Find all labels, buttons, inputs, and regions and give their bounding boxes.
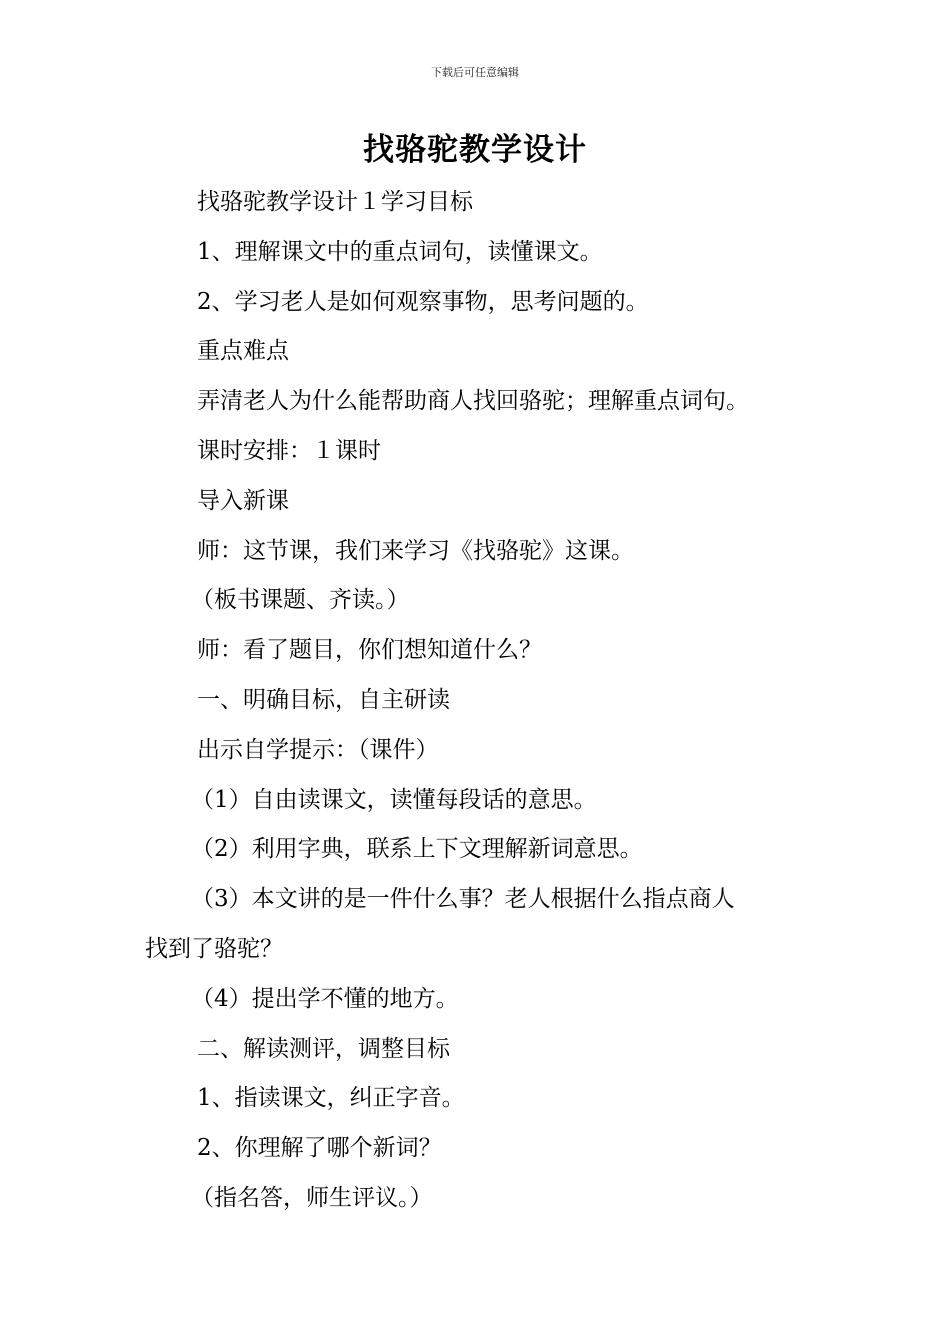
body-line: 2、你理解了哪个新词？ — [197, 1135, 442, 1162]
body-text — [145, 178, 825, 1224]
body-line: 课时安排：１课时 — [197, 437, 381, 464]
body-line: （2）利用字典，联系上下文理解新词意思。 — [191, 836, 643, 863]
body-line: （指名答，师生评议。） — [191, 1184, 433, 1211]
body-line: 师：看了题目，你们想知道什么？ — [197, 637, 542, 664]
body-line: （板书课题、齐读。） — [191, 587, 410, 614]
body-line: 找骆驼教学设计１学习目标 — [197, 189, 473, 215]
header-note: 下载后可任意编辑 — [431, 66, 519, 79]
body-line: 弄清老人为什么能帮助商人找回骆驼；理解重点词句。 — [197, 388, 749, 415]
body-line: 找到了骆驼？ — [145, 935, 283, 962]
body-line: 2、学习老人是如何观察事物，思考问题的。 — [197, 288, 649, 315]
body-line: 二、解读测评，调整目标 — [197, 1035, 450, 1062]
body-line: （3）本文讲的是一件什么事？老人根据什么指点商人 — [191, 886, 735, 913]
body-line: 重点难点 — [197, 338, 289, 365]
body-line: 师：这节课，我们来学习《找骆驼》这课。 — [197, 537, 634, 564]
body-line: 导入新课 — [197, 487, 289, 514]
body-line: （4）提出学不懂的地方。 — [191, 985, 459, 1012]
body-line: 一、明确目标，自主研读 — [197, 686, 450, 713]
body-line: 1、指读课文，纠正字音。 — [197, 1085, 465, 1112]
body-line: 1、理解课文中的重点词句，读懂课文。 — [197, 238, 603, 265]
body-line: （1）自由读课文，读懂每段话的意思。 — [191, 786, 597, 813]
document-title: 找骆驼教学设计 — [363, 132, 587, 168]
body-line: 出示自学提示：（课件） — [197, 736, 439, 763]
